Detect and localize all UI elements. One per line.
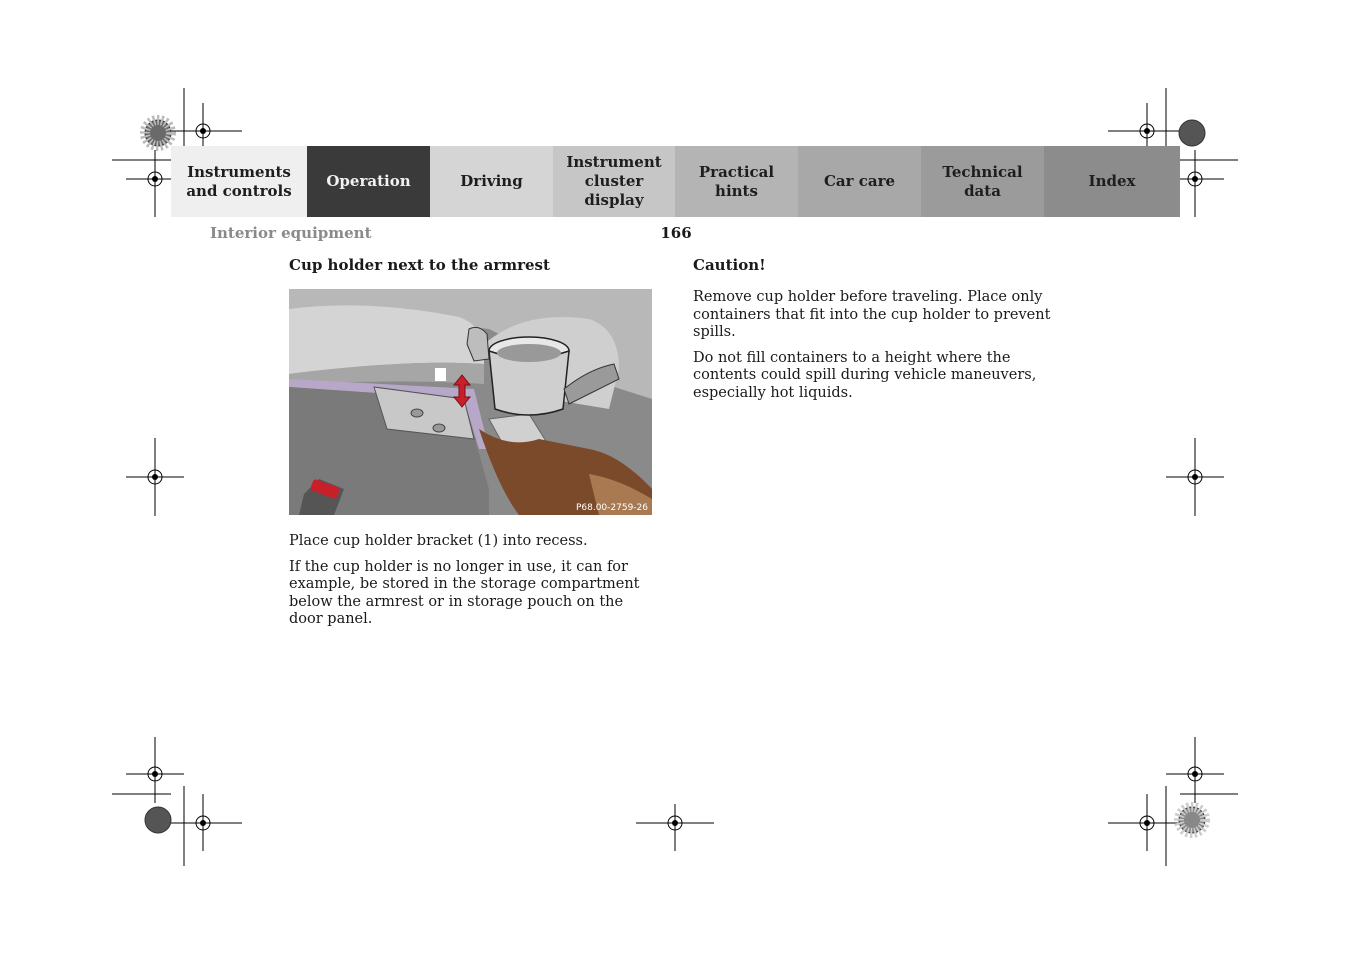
caution-heading: Caution! — [693, 256, 766, 274]
tab-instrument-cluster-display[interactable]: Instrument cluster display — [553, 146, 675, 217]
paragraph: Place cup holder bracket (1) into recess. — [289, 533, 588, 549]
chapter-tabs — [171, 146, 1180, 217]
cup-holder-illustration — [289, 289, 652, 515]
paragraph: Remove cup holder before traveling. Place only containers that fit into the cup holder to prevent spills. — [693, 289, 1051, 340]
paragraph: Do not fill containers to a height where the contents could spill during vehicle maneuvers, especially hot liquids. — [693, 349, 1037, 401]
tab-practical-hints[interactable]: Practical hints — [675, 146, 798, 217]
left-column — [289, 256, 659, 637]
tab-technical-data[interactable]: Technical data — [921, 146, 1044, 217]
section-heading: Cup holder next to the armrest — [289, 256, 550, 274]
right-column — [693, 256, 1063, 410]
tab-index[interactable]: Index — [1044, 146, 1180, 217]
tab-operation[interactable]: Operation — [307, 146, 430, 217]
tab-instruments-and-controls[interactable]: Instruments and controls — [171, 146, 307, 217]
paragraph: If the cup holder is no longer in use, it can for example, be stored in the storage compartment below the armrest or in storage pouch on the door panel. — [289, 558, 640, 627]
section-title: Interior equipment — [210, 224, 372, 242]
cup-holder-drawing — [289, 289, 652, 515]
tab-car-care[interactable]: Car care — [798, 146, 921, 217]
tab-driving[interactable]: Driving — [430, 146, 553, 217]
page-number: 166 — [660, 224, 692, 242]
figure-code: P68.00-2759-26 — [575, 503, 648, 513]
